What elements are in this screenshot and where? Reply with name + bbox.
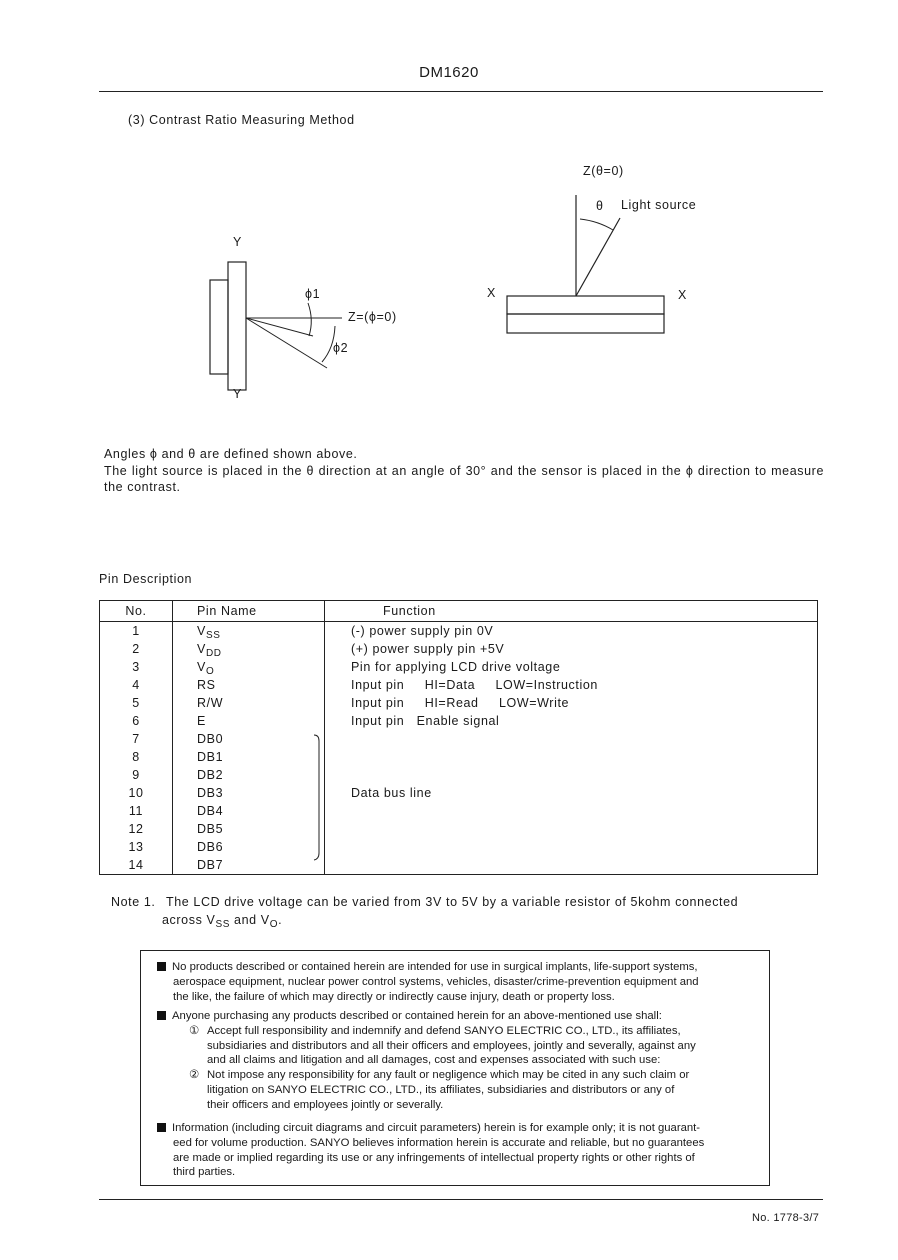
note-line-2-pre: across V <box>162 913 216 927</box>
light-source-description: The light source is placed in the θ direction at an angle of 30° and the sensor is placed in the ϕ direction to measure the contrast. <box>104 463 824 494</box>
pin-number: 10 <box>100 784 173 802</box>
z-axis-label: Z=(ϕ=0) <box>348 310 397 324</box>
pin-name-text: V <box>197 660 206 674</box>
table-row <box>100 712 818 730</box>
pin-number: 1 <box>100 622 173 641</box>
bullet-icon <box>157 962 166 971</box>
pin-function: Input pin Enable signal <box>351 714 500 728</box>
disclaimer-line: and all claims and litigation and all damages, cost and expenses associated with such use: <box>207 1054 661 1067</box>
pin-name-text: DB5 <box>197 822 224 836</box>
table-row <box>100 820 818 838</box>
disclaimer-line: subsidiaries and distributors and all their officers and employees, jointly and severally, against any <box>207 1039 696 1052</box>
pin-name-subscript: DD <box>205 648 222 659</box>
pin-name-text: DB1 <box>197 750 224 764</box>
note-label: Note 1. <box>111 895 156 909</box>
x-axis-right-label: X <box>678 288 687 302</box>
vo-subscript: O <box>269 919 279 930</box>
pin-number: 14 <box>100 856 173 875</box>
pin-name-text: V <box>197 624 206 638</box>
disclaimer-line: Accept full responsibility and indemnify and defend SANYO ELECTRIC CO., LTD., its affiliates, <box>207 1024 681 1037</box>
pin-name-text: R/W <box>197 696 224 710</box>
pin-function <box>325 802 818 820</box>
bullet-icon <box>157 1011 166 1020</box>
column-header-pin-name: Pin Name <box>173 601 325 622</box>
section-heading: (3) Contrast Ratio Measuring Method <box>128 113 355 127</box>
pin-name <box>173 802 325 820</box>
pin-function: Input pin HI=Read LOW=Write <box>351 696 570 710</box>
disclaimer-line: Anyone purchasing any products described or contained herein for an above-mentioned use shall: <box>172 1010 662 1022</box>
y-axis-bottom-label: Y <box>233 387 242 401</box>
table-row <box>100 622 818 641</box>
vss-subscript: SS <box>215 919 230 930</box>
pin-name <box>173 766 325 784</box>
pin-number: 7 <box>100 730 173 748</box>
pin-number: 8 <box>100 748 173 766</box>
note-text <box>166 895 738 909</box>
angles-paragraph <box>104 446 824 496</box>
table-row <box>100 658 818 676</box>
disclaimer-line: aerospace equipment, nuclear power control systems, vehicles, disaster/crime-prevention equipment and <box>173 975 699 988</box>
pin-number: 13 <box>100 838 173 856</box>
table-row <box>100 676 818 694</box>
note-line-1: The LCD drive voltage can be varied from 3V to 5V by a variable resistor of 5kohm connected <box>166 895 739 909</box>
pin-name <box>173 622 325 641</box>
light-source-label: Light source <box>621 198 697 212</box>
pin-name-text: DB3 <box>197 786 224 800</box>
pin-function <box>325 766 818 784</box>
pin-name-subscript: SS <box>205 630 221 641</box>
phi1-label: ϕ1 <box>305 287 321 301</box>
pin-number: 6 <box>100 712 173 730</box>
disclaimer-line: third parties. <box>173 1166 236 1179</box>
pin-name <box>173 712 325 730</box>
pin-number: 2 <box>100 640 173 658</box>
pin-function: Data bus line <box>351 786 432 800</box>
table-row <box>100 730 818 748</box>
table-row <box>100 748 818 766</box>
note-line-2-end: . <box>278 913 283 927</box>
disclaimer-line: eed for volume production. SANYO believes information herein is accurate and reliable, but no guarantees <box>173 1136 705 1149</box>
pin-name <box>173 784 325 802</box>
pin-name <box>173 748 325 766</box>
table-row <box>100 766 818 784</box>
pin-name <box>173 838 325 856</box>
column-header-no: No. <box>100 601 173 622</box>
z-theta-label: Z(θ=0) <box>583 164 624 178</box>
pin-number: 9 <box>100 766 173 784</box>
disclaimer-paragraph-1 <box>157 960 757 1004</box>
table-row <box>100 838 818 856</box>
y-axis-top-label: Y <box>233 235 242 249</box>
pin-name-text: E <box>197 714 206 728</box>
disclaimer-line: Not impose any responsibility for any fault or negligence which may be cited in any such claim or <box>207 1069 690 1082</box>
phi2-label: ϕ2 <box>333 341 349 355</box>
table-row <box>100 784 818 802</box>
pin-function <box>325 820 818 838</box>
column-header-function: Function <box>325 601 818 622</box>
footer-rule <box>99 1199 823 1200</box>
header-rule <box>99 91 823 92</box>
note-line-2 <box>162 913 283 930</box>
pin-function: Pin for applying LCD drive voltage <box>351 660 561 674</box>
pin-number: 12 <box>100 820 173 838</box>
pin-name <box>173 658 325 676</box>
pin-number: 11 <box>100 802 173 820</box>
pin-function: (-) power supply pin 0V <box>351 624 494 638</box>
pin-number: 5 <box>100 694 173 712</box>
pin-name-text: DB0 <box>197 732 224 746</box>
disclaimer-line: the like, the failure of which may directly or indirectly cause injury, death or property loss. <box>173 990 615 1003</box>
table-row <box>100 694 818 712</box>
circled-one-icon: ① <box>189 1024 200 1037</box>
bullet-icon <box>157 1123 166 1132</box>
pin-function <box>325 838 818 856</box>
pin-number: 3 <box>100 658 173 676</box>
pin-function <box>325 856 818 875</box>
pin-name <box>173 856 325 875</box>
pin-name-text: DB2 <box>197 768 224 782</box>
pin-table <box>99 600 818 875</box>
pin-name-subscript: O <box>205 666 215 677</box>
pin-name <box>173 694 325 712</box>
pin-function <box>325 730 818 748</box>
page-number: No. 1778-3/7 <box>752 1212 820 1224</box>
pin-name-text: V <box>197 642 206 656</box>
pin-function: (+) power supply pin +5V <box>351 642 505 656</box>
pin-name-text: DB6 <box>197 840 224 854</box>
disclaimer-box <box>140 950 770 1186</box>
data-bus-bracket <box>310 733 324 863</box>
disclaimer-line: Information (including circuit diagrams and circuit parameters) herein is for example only; it is not guarant- <box>172 1122 701 1134</box>
pin-function <box>325 748 818 766</box>
pin-name-text: DB7 <box>197 858 224 872</box>
pin-name <box>173 676 325 694</box>
theta-label: θ <box>596 199 604 213</box>
pin-description-heading: Pin Description <box>99 572 193 586</box>
pin-function: Input pin HI=Data LOW=Instruction <box>351 678 598 692</box>
x-axis-left-label: X <box>487 286 496 300</box>
pin-name <box>173 640 325 658</box>
pin-name-text: DB4 <box>197 804 224 818</box>
document-title: DM1620 <box>419 64 479 81</box>
pin-name <box>173 820 325 838</box>
disclaimer-line: their officers and employees jointly or severally. <box>207 1098 444 1111</box>
table-row <box>100 802 818 820</box>
table-row <box>100 640 818 658</box>
angles-line: Angles ϕ and θ are defined shown above. <box>104 447 358 461</box>
pin-name <box>173 730 325 748</box>
disclaimer-line: are made or implied regarding its use or any infringements of intellectual property rights or other rights of <box>173 1151 695 1164</box>
circled-two-icon: ② <box>189 1069 200 1082</box>
disclaimer-line: No products described or contained herein are intended for use in surgical implants, life-support systems, <box>172 961 698 973</box>
disclaimer-line: litigation on SANYO ELECTRIC CO., LTD., its affiliates, subsidiaries and distributors or any of <box>207 1083 675 1096</box>
disclaimer-paragraph-2 <box>157 1009 757 1113</box>
pin-name-text: RS <box>197 678 216 692</box>
note-line-2-mid: and V <box>229 913 270 927</box>
pin-number: 4 <box>100 676 173 694</box>
table-row <box>100 856 818 875</box>
disclaimer-paragraph-3 <box>157 1121 757 1180</box>
